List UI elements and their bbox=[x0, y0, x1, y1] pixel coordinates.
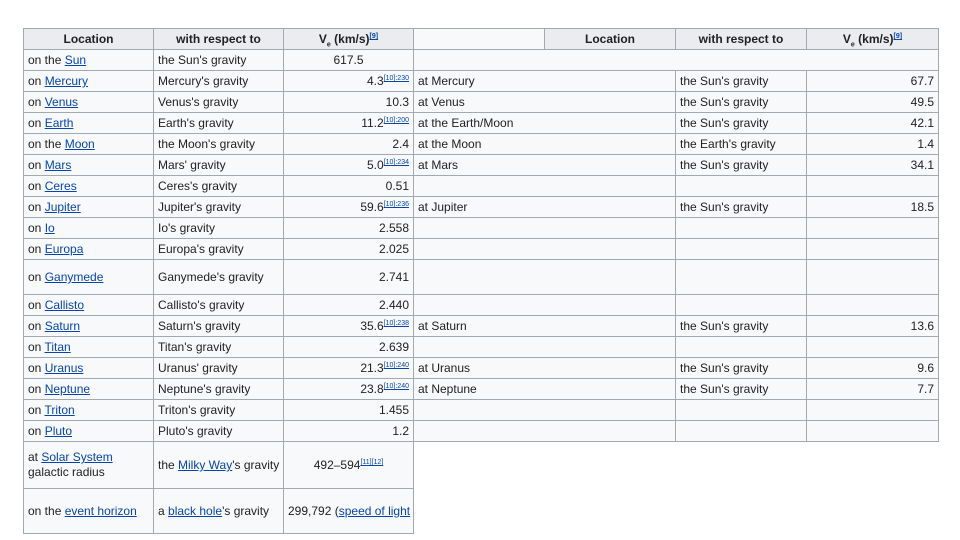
right-velocity-cell: 42.1 bbox=[807, 113, 939, 134]
right-location-cell bbox=[414, 218, 676, 239]
velocity-value: 2.4 bbox=[392, 137, 409, 151]
location-cell bbox=[24, 489, 154, 534]
location-link[interactable]: Io bbox=[44, 221, 55, 235]
table-row bbox=[24, 134, 939, 155]
table-row bbox=[24, 358, 939, 379]
respect-cell: the Sun's gravity bbox=[154, 50, 284, 71]
right-respect-cell bbox=[676, 295, 807, 316]
location-prefix: on bbox=[28, 74, 45, 88]
location-cell bbox=[24, 134, 154, 155]
note-link[interactable]: [9] bbox=[369, 33, 379, 40]
location-cell bbox=[24, 260, 154, 295]
location-cell bbox=[24, 71, 154, 92]
location-link[interactable]: Mars bbox=[44, 158, 72, 172]
respect-cell: Earth's gravity bbox=[154, 113, 284, 134]
reference-link[interactable]: [10]:238 bbox=[383, 320, 409, 327]
gap-cell bbox=[414, 442, 939, 534]
velocity-value: 2.025 bbox=[378, 242, 409, 256]
location-prefix: on bbox=[28, 116, 45, 130]
right-respect-cell bbox=[676, 239, 807, 260]
location-cell bbox=[24, 239, 154, 260]
right-respect-cell bbox=[676, 176, 807, 197]
right-respect-cell: the Sun's gravity bbox=[676, 113, 807, 134]
location-cell bbox=[24, 92, 154, 113]
header-row bbox=[24, 29, 939, 50]
location-prefix: on bbox=[28, 424, 45, 438]
respect-prefix: the bbox=[158, 458, 179, 472]
right-velocity-cell: 9.6 bbox=[807, 358, 939, 379]
respect-cell: Callisto's gravity bbox=[154, 295, 284, 316]
velocity-cell bbox=[284, 295, 414, 316]
respect-cell: Ganymede's gravity bbox=[154, 260, 284, 295]
right-velocity-cell bbox=[807, 218, 939, 239]
table-body bbox=[24, 50, 939, 534]
location-link[interactable]: Ceres bbox=[44, 179, 77, 193]
right-respect-cell: the Sun's gravity bbox=[676, 197, 807, 218]
velocity-value: 2.440 bbox=[378, 298, 409, 312]
velocity-cell bbox=[284, 421, 414, 442]
respect-cell bbox=[154, 442, 284, 489]
right-location-cell bbox=[414, 337, 676, 358]
location-cell bbox=[24, 442, 154, 489]
location-prefix: on bbox=[28, 200, 45, 214]
respect-cell: Triton's gravity bbox=[154, 400, 284, 421]
location-prefix: on bbox=[28, 403, 45, 417]
right-location-cell: at Jupiter bbox=[414, 197, 676, 218]
respect-suffix: 's gravity bbox=[232, 458, 280, 472]
velocity-value: 10.3 bbox=[385, 95, 409, 109]
location-cell bbox=[24, 379, 154, 400]
location-link[interactable]: Neptune bbox=[44, 382, 91, 396]
location-link[interactable]: Jupiter bbox=[44, 200, 81, 214]
table-row bbox=[24, 71, 939, 92]
respect-cell: Pluto's gravity bbox=[154, 421, 284, 442]
table-row bbox=[24, 176, 939, 197]
velocity-value: 23.8 bbox=[360, 382, 384, 396]
right-location-cell bbox=[414, 260, 676, 295]
location-prefix: on bbox=[28, 319, 45, 333]
velocity-cell bbox=[284, 239, 414, 260]
right-respect-cell bbox=[676, 218, 807, 239]
location-cell bbox=[24, 197, 154, 218]
right-velocity-cell bbox=[807, 239, 939, 260]
right-velocity-cell: 18.5 bbox=[807, 197, 939, 218]
location-suffix: galactic radius bbox=[28, 465, 105, 479]
table-row bbox=[24, 421, 939, 442]
header-respect-right: with respect to bbox=[676, 29, 807, 50]
location-cell bbox=[24, 316, 154, 337]
location-prefix: on bbox=[28, 340, 45, 354]
velocity-value: 1.2 bbox=[392, 424, 409, 438]
location-link[interactable]: Ganymede bbox=[44, 270, 104, 284]
table-row bbox=[24, 337, 939, 358]
right-velocity-cell bbox=[807, 421, 939, 442]
respect-prefix: a bbox=[158, 504, 169, 518]
right-velocity-cell bbox=[807, 260, 939, 295]
location-cell bbox=[24, 113, 154, 134]
right-respect-cell: the Earth's gravity bbox=[676, 134, 807, 155]
location-prefix: on the bbox=[28, 53, 65, 67]
velocity-value: 2.741 bbox=[378, 270, 409, 284]
reference-link[interactable]: [10]:240 bbox=[383, 383, 409, 390]
velocity-value: 4.3 bbox=[367, 74, 384, 88]
right-location-cell: at Venus bbox=[414, 92, 676, 113]
location-cell bbox=[24, 295, 154, 316]
table-row bbox=[24, 260, 939, 295]
location-link[interactable]: Sun bbox=[64, 53, 87, 67]
right-location-cell bbox=[414, 176, 676, 197]
respect-cell: Ceres's gravity bbox=[154, 176, 284, 197]
velocity-cell bbox=[284, 337, 414, 358]
location-link[interactable]: Moon bbox=[64, 137, 95, 151]
velocity-cell bbox=[284, 176, 414, 197]
location-link[interactable]: Pluto bbox=[44, 424, 73, 438]
right-location-cell: at Uranus bbox=[414, 358, 676, 379]
location-cell bbox=[24, 176, 154, 197]
table-row bbox=[24, 218, 939, 239]
header-location: Location bbox=[24, 29, 154, 50]
table-row bbox=[24, 295, 939, 316]
velocity-cell bbox=[284, 379, 414, 400]
right-location-cell bbox=[414, 421, 676, 442]
location-prefix: on the bbox=[28, 504, 65, 518]
velocity-cell bbox=[284, 316, 414, 337]
location-cell bbox=[24, 218, 154, 239]
velocity-cell bbox=[284, 400, 414, 421]
right-velocity-cell: 49.5 bbox=[807, 92, 939, 113]
velocity-value: 0.51 bbox=[385, 179, 409, 193]
location-link[interactable]: Venus bbox=[44, 95, 79, 109]
location-prefix: on bbox=[28, 242, 45, 256]
right-velocity-cell bbox=[807, 295, 939, 316]
reference-link[interactable]: [11][12] bbox=[360, 459, 384, 466]
header-ve: $V_e$ (km/s)[9] bbox=[284, 29, 414, 50]
reference-link[interactable]: [10]:230 bbox=[383, 75, 409, 82]
location-prefix: on bbox=[28, 179, 45, 193]
velocity-value: 617.5 bbox=[333, 53, 364, 67]
velocity-value: 299,792 ( bbox=[288, 504, 339, 518]
table-row bbox=[24, 316, 939, 337]
reference-link[interactable]: [10]:234 bbox=[383, 159, 409, 166]
location-link[interactable]: Titan bbox=[44, 340, 71, 354]
location-link[interactable]: Callisto bbox=[44, 298, 85, 312]
location-prefix: on bbox=[28, 95, 45, 109]
header-location-right: Location bbox=[545, 29, 676, 50]
velocity-cell bbox=[284, 71, 414, 92]
respect-cell: Venus's gravity bbox=[154, 92, 284, 113]
location-link[interactable]: event horizon bbox=[64, 504, 137, 518]
right-location-cell: at the Moon bbox=[414, 134, 676, 155]
velocity-cell bbox=[284, 50, 414, 71]
respect-link[interactable]: black hole bbox=[168, 504, 223, 518]
right-location-cell: at Mercury bbox=[414, 71, 676, 92]
reference-link[interactable]: [10]:236 bbox=[383, 201, 409, 208]
respect-link[interactable]: Milky Way bbox=[178, 458, 233, 472]
location-cell bbox=[24, 50, 154, 71]
table-row bbox=[24, 50, 939, 71]
right-velocity-cell: 1.4 bbox=[807, 134, 939, 155]
location-prefix: on bbox=[28, 298, 45, 312]
reference-link[interactable]: [10]:200 bbox=[383, 117, 409, 124]
location-link[interactable]: Saturn bbox=[44, 319, 81, 333]
table-row bbox=[24, 92, 939, 113]
velocity-value: 11.2 bbox=[361, 116, 384, 130]
location-link[interactable]: Solar System bbox=[41, 450, 113, 464]
velocity-cell bbox=[284, 92, 414, 113]
respect-cell: Neptune's gravity bbox=[154, 379, 284, 400]
location-link[interactable]: Mercury bbox=[44, 74, 89, 88]
header-gap bbox=[414, 29, 545, 50]
table-row bbox=[24, 442, 939, 489]
table-row bbox=[24, 155, 939, 176]
right-location-cell: at Mars bbox=[414, 155, 676, 176]
velocity-cell bbox=[284, 442, 414, 489]
respect-cell bbox=[154, 489, 284, 534]
location-prefix: on bbox=[28, 382, 45, 396]
right-velocity-cell bbox=[807, 176, 939, 197]
velocity-cell bbox=[284, 260, 414, 295]
velocity-value: 2.558 bbox=[378, 221, 409, 235]
right-velocity-cell: 34.1 bbox=[807, 155, 939, 176]
right-velocity-cell bbox=[807, 400, 939, 421]
right-respect-cell: the Sun's gravity bbox=[676, 379, 807, 400]
right-velocity-cell: 7.7 bbox=[807, 379, 939, 400]
location-link[interactable]: Europa bbox=[44, 242, 84, 256]
velocity-cell bbox=[284, 155, 414, 176]
right-velocity-cell: 67.7 bbox=[807, 71, 939, 92]
velocity-value: 35.6 bbox=[360, 319, 384, 333]
location-cell bbox=[24, 155, 154, 176]
right-location-cell: at Saturn bbox=[414, 316, 676, 337]
right-location-cell bbox=[414, 295, 676, 316]
respect-cell: the Moon's gravity bbox=[154, 134, 284, 155]
location-prefix: on bbox=[28, 361, 45, 375]
location-cell bbox=[24, 358, 154, 379]
respect-cell: Uranus' gravity bbox=[154, 358, 284, 379]
right-respect-cell bbox=[676, 400, 807, 421]
respect-cell: Titan's gravity bbox=[154, 337, 284, 358]
table-row bbox=[24, 400, 939, 421]
respect-cell: Mars' gravity bbox=[154, 155, 284, 176]
right-velocity-cell: 13.6 bbox=[807, 316, 939, 337]
velocity-value: 492–594 bbox=[313, 458, 361, 472]
respect-cell: Mercury's gravity bbox=[154, 71, 284, 92]
gap-cell bbox=[414, 50, 939, 71]
right-respect-cell bbox=[676, 421, 807, 442]
location-cell bbox=[24, 421, 154, 442]
right-respect-cell: the Sun's gravity bbox=[676, 92, 807, 113]
location-cell bbox=[24, 337, 154, 358]
velocity-cell bbox=[284, 113, 414, 134]
right-velocity-cell bbox=[807, 337, 939, 358]
velocity-value: 59.6 bbox=[360, 200, 384, 214]
right-respect-cell: the Sun's gravity bbox=[676, 71, 807, 92]
table-row bbox=[24, 239, 939, 260]
respect-suffix: 's gravity bbox=[222, 504, 270, 518]
table-row bbox=[24, 197, 939, 218]
escape-velocity-table bbox=[23, 28, 939, 534]
right-respect-cell: the Sun's gravity bbox=[676, 316, 807, 337]
table-row bbox=[24, 379, 939, 400]
velocity-cell bbox=[284, 197, 414, 218]
table-row bbox=[24, 113, 939, 134]
location-prefix: on bbox=[28, 221, 45, 235]
location-link[interactable]: Uranus bbox=[44, 361, 84, 375]
velocity-cell bbox=[284, 134, 414, 155]
velocity-cell bbox=[284, 358, 414, 379]
velocity-cell bbox=[284, 218, 414, 239]
right-location-cell bbox=[414, 400, 676, 421]
respect-cell: Jupiter's gravity bbox=[154, 197, 284, 218]
respect-cell: Saturn's gravity bbox=[154, 316, 284, 337]
location-cell bbox=[24, 400, 154, 421]
header-ve-right: $V_e$ (km/s)[9] bbox=[807, 29, 939, 50]
velocity-value: 1.455 bbox=[378, 403, 409, 417]
right-respect-cell bbox=[676, 337, 807, 358]
location-prefix: at bbox=[28, 450, 42, 464]
velocity-value: 2.639 bbox=[378, 340, 409, 354]
right-respect-cell: the Sun's gravity bbox=[676, 358, 807, 379]
note-link-right[interactable]: [9] bbox=[893, 33, 903, 40]
location-prefix: on the bbox=[28, 137, 65, 151]
reference-link[interactable]: [10]:240 bbox=[383, 362, 409, 369]
right-location-cell bbox=[414, 239, 676, 260]
velocity-value: 5.0 bbox=[367, 158, 384, 172]
velocity-value: 21.3 bbox=[360, 361, 384, 375]
speed-of-light-link[interactable]: speed of light bbox=[338, 504, 411, 518]
location-link[interactable]: Earth bbox=[44, 116, 74, 130]
respect-cell: Europa's gravity bbox=[154, 239, 284, 260]
header-respect: with respect to bbox=[154, 29, 284, 50]
location-link[interactable]: Triton bbox=[44, 403, 75, 417]
location-prefix: on bbox=[28, 158, 45, 172]
velocity-cell bbox=[284, 489, 414, 534]
right-respect-cell: the Sun's gravity bbox=[676, 155, 807, 176]
right-respect-cell bbox=[676, 260, 807, 295]
location-prefix: on bbox=[28, 270, 45, 284]
right-location-cell: at Neptune bbox=[414, 379, 676, 400]
respect-cell: Io's gravity bbox=[154, 218, 284, 239]
right-location-cell: at the Earth/Moon bbox=[414, 113, 676, 134]
